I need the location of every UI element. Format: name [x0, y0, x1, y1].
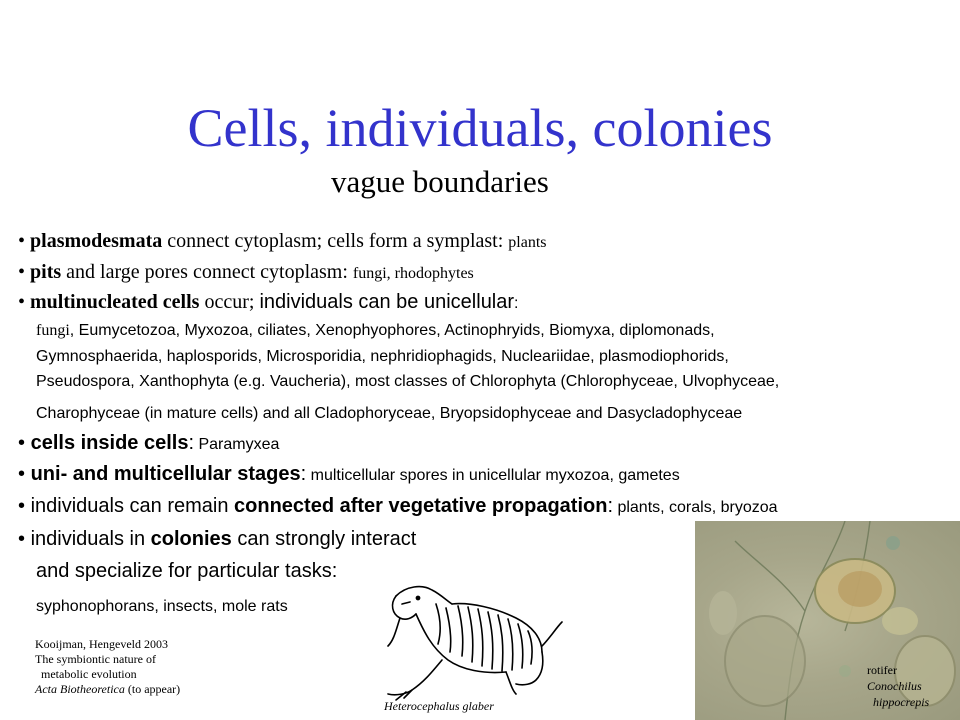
bullet-marker: •	[18, 495, 26, 517]
organism-list-rest: , Eumycetozoa, Myxozoa, ciliates, Xenophyophores, Actinophryids, Biomyxa, diplomonads,	[69, 322, 715, 339]
organism-list-line-1	[36, 321, 715, 341]
citation-title-2: metabolic evolution	[41, 667, 137, 681]
bullet-colon: :	[300, 463, 307, 485]
citation-status: (to appear)	[124, 682, 181, 696]
bullet-keyword: uni- and multicellular stages	[30, 463, 301, 485]
colonies-examples: syphonophorans, insects, mole rats	[36, 598, 288, 615]
citation-title-1: The symbiontic nature of	[35, 652, 156, 666]
organism-list-serif: fungi	[36, 322, 70, 339]
bullet-text: connect cytoplasm; cells form a symplast:	[162, 230, 509, 252]
bullet-keyword: plasmodesmata	[30, 230, 163, 252]
bullet-multinucleated	[18, 290, 519, 316]
bullet-marker: •	[18, 261, 26, 283]
citation-journal-name: Acta Biotheoretica	[35, 682, 125, 696]
rotifer-caption	[867, 662, 929, 710]
bullet-marker: •	[18, 463, 26, 485]
bullet-marker: •	[18, 230, 26, 252]
bullet-text-2: can strongly interact	[231, 528, 417, 550]
bullet-marker: •	[18, 528, 26, 550]
citation-authors: Kooijman, Hengeveld 2003	[35, 637, 168, 651]
slide-subtitle: vague boundaries	[331, 164, 549, 199]
bullet-keyword: cells inside cells	[30, 432, 189, 454]
slide-title: Cells, individuals, colonies	[187, 98, 773, 158]
bullet-text: individuals can remain	[25, 495, 235, 517]
bullet-keyword: colonies	[150, 528, 232, 550]
bullet-examples: fungi, rhodophytes	[352, 265, 474, 282]
bullet-colon: :	[607, 495, 613, 517]
bullet-keyword: connected after vegetative propagation	[234, 495, 608, 517]
bullet-keyword: pits	[30, 261, 62, 283]
bullet-examples: Paramyxea	[194, 436, 280, 453]
bullet-text-sans: individuals can be unicellular	[259, 291, 515, 313]
bullet-examples: multicellular spores in unicellular myxozoa, gametes	[306, 467, 680, 484]
bullet-plasmodesmata	[18, 229, 547, 255]
bullet-marker: •	[18, 432, 26, 454]
bullet-text: occur;	[199, 291, 260, 313]
bullet-vegetative-propagation	[18, 494, 778, 520]
mole-rat-illustration	[366, 574, 566, 704]
bullet-examples: plants	[508, 234, 547, 251]
bullet-colonies	[18, 527, 416, 551]
bullet-uni-multicellular	[18, 462, 680, 488]
organism-list-line-4: Charophyceae (in mature cells) and all Cladophoryceae, Bryopsidophyceae and Dasycladophyceae	[36, 405, 743, 422]
citation	[35, 637, 180, 697]
colonies-line-2: and specialize for particular tasks:	[36, 560, 338, 582]
organism-list-line-3: Pseudospora, Xanthophyta (e.g. Vaucheria), most classes of Chlorophyta (Chlorophyceae, Ulvophyceae,	[36, 373, 780, 390]
citation-journal	[35, 682, 180, 697]
bullet-colon: :	[514, 295, 519, 312]
organism-list-line-2: Gymnosphaerida, haplosporids, Microsporidia, nephridiophagids, Nucleariidae, plasmodiophorids,	[36, 348, 729, 365]
bullet-pits	[18, 260, 474, 286]
mole-rat-caption: Heterocephalus glaber	[384, 699, 494, 713]
bullet-text: individuals in	[25, 528, 151, 550]
rotifer-caption-genus: Conochilus	[867, 679, 922, 693]
bullet-colon: :	[188, 432, 195, 454]
bullet-cells-inside-cells	[18, 431, 279, 457]
rotifer-caption-species: hippocrepis	[873, 695, 930, 709]
rotifer-caption-type: rotifer	[867, 663, 897, 677]
bullet-marker: •	[18, 291, 26, 313]
bullet-keyword: multinucleated cells	[30, 291, 200, 313]
bullet-examples: plants, corals, bryozoa	[613, 499, 778, 516]
bullet-text: and large pores connect cytoplasm:	[61, 261, 353, 283]
